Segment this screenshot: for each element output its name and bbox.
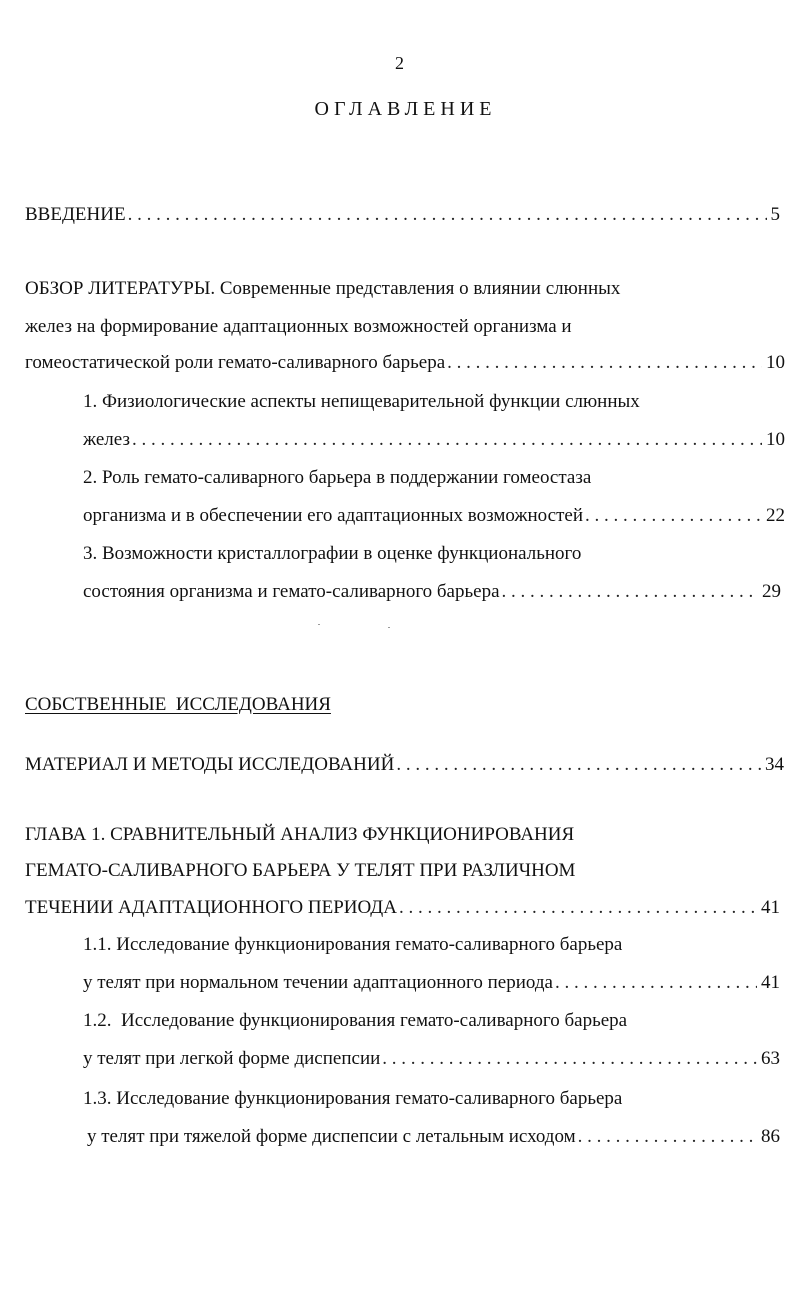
toc-subentry-1-3 [87, 1124, 780, 1150]
toc-entry-text: у телят при нормальном течении адаптационного периода [83, 972, 553, 993]
toc-page-number: 22 [766, 505, 785, 526]
toc-subentry-1-1-line1: 1.1. Исследование функционирования гемато-саливарного барьера [83, 934, 623, 955]
toc-subentry-3-line1: 3. Возможности кристаллографии в оценке функционального [83, 543, 582, 564]
toc-page-number: 41 [761, 972, 780, 993]
toc-subentry-1-line1: 1. Физиологические аспекты непищеварительной функции слюнных [83, 391, 640, 412]
toc-page-number: 10 [766, 352, 785, 373]
toc-entry-text: гомеостатической роли гемато-саливарного барьера [25, 352, 446, 373]
toc-page-number: 29 [762, 581, 781, 602]
leader-dots [132, 427, 762, 453]
toc-page-number: 63 [761, 1048, 780, 1069]
toc-entry-intro [25, 202, 780, 228]
toc-subentry-1-1 [83, 970, 780, 996]
toc-subentry-1-3-line1: 1.3. Исследование функционирования гемато-саливарного барьера [83, 1088, 623, 1109]
leader-dots [447, 350, 762, 376]
toc-entry-text: состояния организма и гемато-саливарного барьера [83, 581, 500, 602]
toc-entry-text: у телят при легкой форме диспепсии [83, 1048, 381, 1069]
toc-subentry-1 [83, 427, 785, 453]
toc-page-number: 86 [761, 1126, 780, 1147]
toc-entry-review [25, 350, 785, 376]
toc-entry-review-line2: желез на формирование адаптационных возможностей организма и [25, 316, 572, 337]
toc-subentry-1-2-line1: 1.2. Исследование функционирования гемато-саливарного барьера [83, 1010, 628, 1031]
toc-entry-text: МАТЕРИАЛ И МЕТОДЫ ИССЛЕДОВАНИЙ [25, 754, 395, 775]
toc-entry-text: ВВЕДЕНИЕ [25, 204, 126, 225]
toc-entry-chapter1-line2: ГЕМАТО-САЛИВАРНОГО БАРЬЕРА У ТЕЛЯТ ПРИ РАЗЛИЧНОМ [25, 860, 576, 881]
toc-page-number: 10 [766, 429, 785, 450]
toc-entry-text: желез [83, 429, 130, 450]
toc-page-number: 34 [765, 754, 784, 775]
toc-subentry-3 [83, 579, 781, 605]
leader-dots [578, 1124, 757, 1150]
toc-entry-text: у телят при тяжелой форме диспепсии с летальным исходом [87, 1126, 576, 1147]
toc-entry-review-line1: ОБЗОР ЛИТЕРАТУРЫ. Современные представления о влиянии слюнных [25, 278, 621, 299]
leader-dots [399, 895, 757, 921]
leader-dots [502, 579, 758, 605]
leader-dots [555, 970, 757, 996]
leader-dots [585, 503, 762, 529]
toc-page-number: 41 [761, 897, 780, 918]
section-heading-own-research: СОБСТВЕННЫЕ ИССЛЕДОВАНИЯ [25, 694, 331, 715]
toc-entry-chapter1-line1: ГЛАВА 1. СРАВНИТЕЛЬНЫЙ АНАЛИЗ ФУНКЦИОНИРОВАНИЯ [25, 824, 575, 845]
toc-title: ОГЛАВЛЕНИЕ [314, 98, 497, 120]
leader-dots [396, 752, 761, 778]
toc-subentry-2-line1: 2. Роль гемато-саливарного барьера в поддержании гомеостаза [83, 467, 592, 488]
page-number: 2 [395, 53, 404, 73]
leader-dots [382, 1046, 757, 1072]
toc-page-number: 5 [770, 204, 780, 225]
toc-entry-methods [25, 752, 784, 778]
leader-dots [128, 202, 767, 228]
toc-entry-text: организма и в обеспечении его адаптационных возможностей [83, 505, 583, 526]
toc-entry-text: ТЕЧЕНИИ АДАПТАЦИОННОГО ПЕРИОДА [25, 897, 397, 918]
toc-entry-chapter1 [25, 895, 780, 921]
scan-speck [318, 624, 320, 625]
toc-subentry-1-2 [83, 1046, 780, 1072]
scan-speck [388, 627, 390, 628]
toc-subentry-2 [83, 503, 785, 529]
